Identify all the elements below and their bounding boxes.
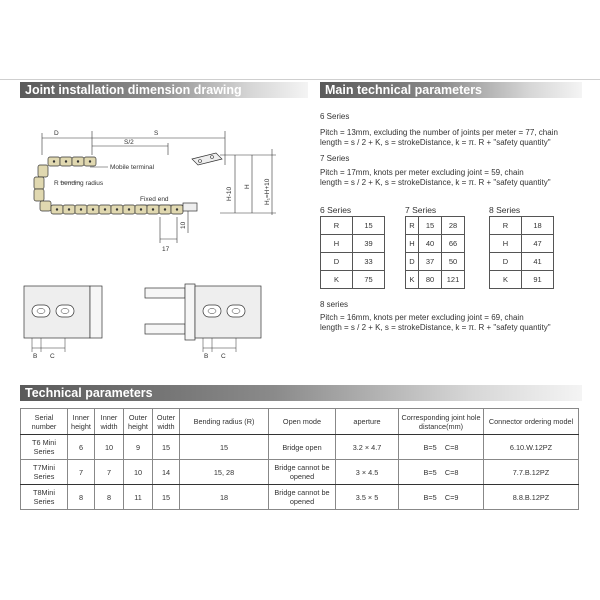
top-divider <box>0 79 600 80</box>
table-cell: 3 × 4.5 <box>336 460 399 485</box>
table-cell: T7Mini Series <box>21 460 68 485</box>
table-cell: 50 <box>442 253 465 271</box>
table-cell: K <box>406 271 419 289</box>
table-cell: H <box>321 235 353 253</box>
series-7-line-1: Pitch = 17mm, knots per meter excluding joint = 59, chain <box>320 168 524 177</box>
table-row <box>321 253 385 271</box>
table-cell: B=5 C=8 <box>399 435 484 460</box>
table-cell: 8 <box>68 485 95 510</box>
table-row <box>21 435 579 460</box>
table-row <box>406 235 465 253</box>
series-8-line-2: length = s / 2 + K, s = strokeDistance, k = π. R + "safety quantity" <box>320 323 551 332</box>
table-6-title: 6 Series <box>320 205 352 215</box>
mounting-hole <box>56 305 74 317</box>
diagram-shape <box>77 160 79 162</box>
table-header-row <box>21 409 579 435</box>
chain-link <box>40 201 51 211</box>
table-cell: 37 <box>419 253 442 271</box>
diagram-shape <box>185 284 195 340</box>
diagram-shape <box>53 160 55 162</box>
table-cell: 7 <box>95 460 124 485</box>
series-8-table <box>489 216 554 289</box>
series-8-line-1: Pitch = 16mm, knots per meter excluding joint = 69, chain <box>320 313 524 322</box>
table-cell: Bridge cannot be opened <box>269 485 336 510</box>
table-cell: 14 <box>153 460 180 485</box>
series-6-title: 6 Series <box>320 112 350 121</box>
label-s2: S/2 <box>124 139 134 146</box>
diagram-shape <box>128 208 130 210</box>
col-connector-model: Connector ordering model <box>484 409 579 435</box>
chain-link <box>38 165 48 177</box>
col-joint-hole-distance: Corresponding joint hole distance(mm) <box>399 409 484 435</box>
diagram-shape <box>92 208 94 210</box>
col-outer-height: Outer height <box>124 409 153 435</box>
table-row <box>321 217 385 235</box>
table-cell: D <box>490 253 522 271</box>
label-bending-radius: R bending radius <box>54 180 104 187</box>
table-cell: K <box>490 271 522 289</box>
table-cell: T6 Mini Series <box>21 435 68 460</box>
label-b-right: B <box>204 353 209 360</box>
table-cell: 3.5 × 5 <box>336 485 399 510</box>
series-6-table <box>320 216 385 289</box>
label-b-left: B <box>33 353 38 360</box>
section-title-joint-installation: Joint installation dimension drawing <box>20 82 308 98</box>
table-cell: R <box>490 217 522 235</box>
chain-plan-view-diagram <box>20 280 290 360</box>
col-serial-number: Serial number <box>21 409 68 435</box>
table-row <box>490 217 554 235</box>
table-row <box>406 253 465 271</box>
table-cell: 28 <box>442 217 465 235</box>
diagram-shape <box>176 208 178 210</box>
table-7-title: 7 Series <box>405 205 437 215</box>
table-cell: 47 <box>522 235 554 253</box>
table-cell: 7.7.B.12PZ <box>484 460 579 485</box>
col-outer-width: Outer width <box>153 409 180 435</box>
table-cell: 18 <box>522 217 554 235</box>
technical-parameters-table <box>20 408 579 510</box>
diagram-shape <box>140 208 142 210</box>
mobile-terminal-bracket <box>192 153 222 165</box>
table-row <box>21 460 579 485</box>
table-cell: 91 <box>522 271 554 289</box>
col-bending-radius: Bending radius (R) <box>180 409 269 435</box>
label-mobile-terminal: Mobile terminal <box>110 164 155 171</box>
label-c-left: C <box>50 353 55 360</box>
series-6-line-1: Pitch = 13mm, excluding the number of joints per meter = 77, chain <box>320 128 558 137</box>
diagram-shape <box>56 208 58 210</box>
table-cell: 3.2 × 4.7 <box>336 435 399 460</box>
diagram-shape <box>89 160 91 162</box>
chain-side-view-diagram <box>20 125 290 255</box>
diagram-shape <box>116 208 118 210</box>
table-8-title: 8 Series <box>489 205 521 215</box>
table-cell: 6.10.W.12PZ <box>484 435 579 460</box>
table-cell: B=5 C=8 <box>399 460 484 485</box>
table-cell: 15 <box>180 435 269 460</box>
col-open-mode: Open mode <box>269 409 336 435</box>
mounting-hole <box>227 305 245 317</box>
diagram-shape <box>104 208 106 210</box>
table-cell: H <box>406 235 419 253</box>
table-row <box>21 485 579 510</box>
table-row <box>321 235 385 253</box>
diagram-shape <box>65 160 67 162</box>
label-s: S <box>154 130 159 137</box>
table-row <box>490 271 554 289</box>
table-cell: 75 <box>353 271 385 289</box>
col-aperture: aperture <box>336 409 399 435</box>
label-d: D <box>54 130 59 137</box>
table-cell: K <box>321 271 353 289</box>
mounting-hole <box>32 305 50 317</box>
table-cell: B=5 C=9 <box>399 485 484 510</box>
diagram-shape <box>164 208 166 210</box>
label-10: 10 <box>180 221 187 229</box>
table-cell: 10 <box>95 435 124 460</box>
table-cell: R <box>321 217 353 235</box>
table-cell: 121 <box>442 271 465 289</box>
table-cell: 18 <box>180 485 269 510</box>
table-cell: 39 <box>353 235 385 253</box>
diagram-shape <box>152 208 154 210</box>
diagram-shape <box>80 208 82 210</box>
table-cell: Bridge cannot be opened <box>269 460 336 485</box>
table-cell: 9 <box>124 435 153 460</box>
table-cell: D <box>321 253 353 271</box>
chain-link <box>34 177 44 189</box>
table-row <box>321 271 385 289</box>
table-cell: 15 <box>419 217 442 235</box>
table-row <box>406 271 465 289</box>
chain-link <box>34 189 44 201</box>
table-cell: 15 <box>353 217 385 235</box>
table-cell: 10 <box>124 460 153 485</box>
table-cell: 11 <box>124 485 153 510</box>
diagram-shape <box>145 288 185 298</box>
series-6-line-2: length = s / 2 + K, s = strokeDistance, k = π. R + "safety quantity" <box>320 138 551 147</box>
label-fixed-end: Fixed end <box>140 196 169 203</box>
label-c-right: C <box>221 353 226 360</box>
table-cell: R <box>406 217 419 235</box>
series-8-title: 8 series <box>320 300 349 309</box>
fixed-end-bracket <box>183 203 197 211</box>
series-7-title: 7 Series <box>320 154 350 163</box>
table-row <box>490 235 554 253</box>
table-cell: 8.8.B.12PZ <box>484 485 579 510</box>
table-cell: 6 <box>68 435 95 460</box>
table-cell: 15 <box>153 485 180 510</box>
table-cell: 7 <box>68 460 95 485</box>
section-title-main-parameters: Main technical parameters <box>320 82 582 98</box>
table-cell: D <box>406 253 419 271</box>
label-17: 17 <box>162 246 170 253</box>
table-cell: 66 <box>442 235 465 253</box>
col-inner-height: Inner height <box>68 409 95 435</box>
diagram-shape <box>145 324 185 334</box>
series-7-table <box>405 216 465 289</box>
series-7-line-2: length = s / 2 + K, s = strokeDistance, k = π. R + "safety quantity" <box>320 178 551 187</box>
diagram-shape <box>90 286 102 338</box>
table-cell: 80 <box>419 271 442 289</box>
table-cell: H <box>490 235 522 253</box>
table-cell: 41 <box>522 253 554 271</box>
table-cell: T8Mini Series <box>21 485 68 510</box>
col-inner-width: Inner width <box>95 409 124 435</box>
label-h1: H₁=H+10 <box>264 178 271 205</box>
table-cell: Bridge open <box>269 435 336 460</box>
table-cell: 8 <box>95 485 124 510</box>
table-cell: 15 <box>153 435 180 460</box>
table-cell: 33 <box>353 253 385 271</box>
table-row <box>490 253 554 271</box>
table-cell: 15, 28 <box>180 460 269 485</box>
label-h: H <box>244 184 251 189</box>
mounting-hole <box>203 305 221 317</box>
table-cell: 40 <box>419 235 442 253</box>
section-title-technical-parameters: Technical parameters <box>20 385 582 401</box>
diagram-shape <box>68 208 70 210</box>
table-row <box>406 217 465 235</box>
label-h-minus-10: H-10 <box>226 186 233 201</box>
